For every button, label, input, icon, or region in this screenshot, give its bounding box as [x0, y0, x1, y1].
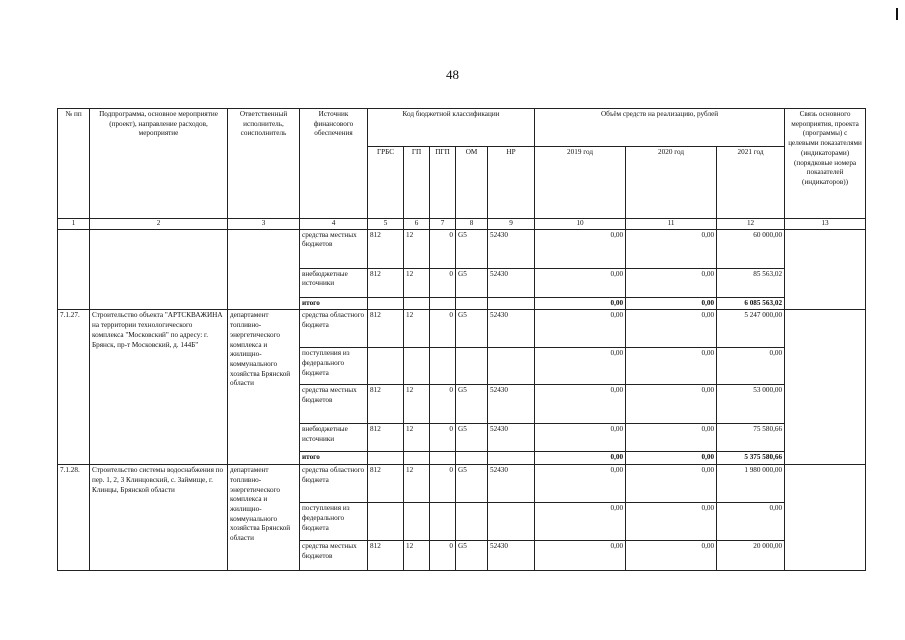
cell-link-empty [785, 229, 866, 310]
item-name: Строительство объекта "АРТСКВАЖИНА на территории технологического комплекса "Московский" по адресу: г. Брянск, пр-т Московский, д. 144Б" [90, 310, 228, 465]
cell-2019: 0,00 [535, 310, 626, 348]
cell-om: G5 [456, 385, 488, 424]
cell-2021: 5 375 580,66 [717, 452, 785, 465]
cell-grbs: 812 [368, 229, 404, 268]
col-number: 6 [404, 219, 430, 230]
cell-2021: 5 247 000,00 [717, 310, 785, 348]
header-col-source: Источник финансового обеспечения [300, 109, 368, 219]
cell-executor-empty [228, 229, 300, 310]
cell-name-empty [90, 229, 228, 310]
cell-2019: 0,00 [535, 503, 626, 541]
cell-2019: 0,00 [535, 452, 626, 465]
cell-source: средства местных бюджетов [300, 385, 368, 424]
cell-2019: 0,00 [535, 465, 626, 503]
header-col-subprogram: Подпрограмма, основное мероприятие (проект), направление расходов, мероприятие [90, 109, 228, 219]
cell-source: поступления из федерального бюджета [300, 348, 368, 385]
col-number: 1 [58, 219, 90, 230]
cell-om: G5 [456, 268, 488, 297]
cell-2021: 85 563,02 [717, 268, 785, 297]
cell-pgp: 0 [430, 385, 456, 424]
cell-grbs: 812 [368, 424, 404, 452]
header-2021: 2021 год [717, 147, 785, 219]
cell-2020: 0,00 [626, 424, 717, 452]
header-2019: 2019 год [535, 147, 626, 219]
cell-pgp: 0 [430, 229, 456, 268]
table-row [58, 465, 866, 503]
cell-source-total: итого [300, 297, 368, 310]
cell-om: G5 [456, 310, 488, 348]
cell-source: поступления из федерального бюджета [300, 503, 368, 541]
budget-table [57, 108, 866, 571]
header-om: ОМ [456, 147, 488, 219]
cell-source: средства местных бюджетов [300, 229, 368, 268]
cell-source: средства областного бюджета [300, 465, 368, 503]
cell-pgp: 0 [430, 424, 456, 452]
cell-grbs: 812 [368, 310, 404, 348]
item-number: 7.1.28. [58, 465, 90, 571]
col-number: 11 [626, 219, 717, 230]
cell-nr: 52430 [488, 465, 535, 503]
cell-2021: 75 580,66 [717, 424, 785, 452]
cell-nr: 52430 [488, 229, 535, 268]
item-name: Строительство системы водоснабжения по пер. 1, 2, 3 Клинцовский, с. Займище, г. Клинцы, Брянской области [90, 465, 228, 571]
header-col-amount: Объём средств на реализацию, рублей [535, 109, 785, 147]
cell-grbs: 812 [368, 268, 404, 297]
cell-2019: 0,00 [535, 385, 626, 424]
cell-2019: 0,00 [535, 297, 626, 310]
cell-om: G5 [456, 541, 488, 571]
page-number: 48 [446, 67, 459, 82]
cell-2021: 53 000,00 [717, 385, 785, 424]
cell-nr: 52430 [488, 268, 535, 297]
col-number: 4 [300, 219, 368, 230]
cell-2019: 0,00 [535, 348, 626, 385]
header-row-1 [58, 109, 866, 147]
cell-2021: 0,00 [717, 503, 785, 541]
col-number: 5 [368, 219, 404, 230]
cell-gp: 12 [404, 268, 430, 297]
cell-gp: 12 [404, 385, 430, 424]
cell-2021: 6 085 563,02 [717, 297, 785, 310]
cell-gp: 12 [404, 310, 430, 348]
cell-2020: 0,00 [626, 297, 717, 310]
header-pgp: ПГП [430, 147, 456, 219]
cell-om: G5 [456, 424, 488, 452]
header-col-budget-code: Код бюджетной классификации [368, 109, 535, 147]
cell-source-total: итого [300, 452, 368, 465]
cell-gp: 12 [404, 541, 430, 571]
header-col-executor: Ответственный исполнитель, соисполнитель [228, 109, 300, 219]
cell-nr: 52430 [488, 541, 535, 571]
col-number: 12 [717, 219, 785, 230]
col-number: 13 [785, 219, 866, 230]
cell-2021: 1 980 000,00 [717, 465, 785, 503]
cell-2020: 0,00 [626, 452, 717, 465]
cell-link-empty [785, 310, 866, 465]
table-row [58, 310, 866, 348]
table-row [58, 229, 866, 268]
item-number: 7.1.27. [58, 310, 90, 465]
cell-source: средства местных бюджетов [300, 541, 368, 571]
cell-2019: 0,00 [535, 268, 626, 297]
cell-pgp: 0 [430, 268, 456, 297]
cell-2020: 0,00 [626, 465, 717, 503]
cell-source: внебюджетные источники [300, 424, 368, 452]
cell-2021: 20 000,00 [717, 541, 785, 571]
cell-pgp: 0 [430, 465, 456, 503]
header-gp: ГП [404, 147, 430, 219]
cell-source: внебюджетные источники [300, 268, 368, 297]
cell-source: средства областного бюджета [300, 310, 368, 348]
item-executor: департамент топливно-энергетического комплекса и жилищно-коммунального хозяйства Брянской области [228, 310, 300, 465]
cell-nr: 52430 [488, 385, 535, 424]
col-number: 9 [488, 219, 535, 230]
cell-grbs: 812 [368, 541, 404, 571]
cell-2020: 0,00 [626, 348, 717, 385]
cell-2019: 0,00 [535, 229, 626, 268]
col-number: 3 [228, 219, 300, 230]
cell-grbs: 812 [368, 465, 404, 503]
cell-grbs: 812 [368, 385, 404, 424]
cell-2020: 0,00 [626, 268, 717, 297]
header-col-no: № пп [58, 109, 90, 219]
cell-2020: 0,00 [626, 503, 717, 541]
cell-gp: 12 [404, 465, 430, 503]
col-number: 7 [430, 219, 456, 230]
cell-2020: 0,00 [626, 385, 717, 424]
header-grbs: ГРБС [368, 147, 404, 219]
cell-2019: 0,00 [535, 424, 626, 452]
cell-2021: 0,00 [717, 348, 785, 385]
cell-2021: 60 000,00 [717, 229, 785, 268]
cell-link-empty [785, 465, 866, 571]
scan-edge-mark [896, 8, 898, 20]
cell-2020: 0,00 [626, 541, 717, 571]
cell-nr: 52430 [488, 310, 535, 348]
cell-gp: 12 [404, 424, 430, 452]
item-executor: департамент топливно-энергетического комплекса и жилищно-коммунального хозяйства Брянской области [228, 465, 300, 571]
cell-2020: 0,00 [626, 310, 717, 348]
cell-om: G5 [456, 229, 488, 268]
cell-no-empty [58, 229, 90, 310]
col-number: 8 [456, 219, 488, 230]
col-number: 2 [90, 219, 228, 230]
cell-2020: 0,00 [626, 229, 717, 268]
cell-2019: 0,00 [535, 541, 626, 571]
cell-nr: 52430 [488, 424, 535, 452]
col-number: 10 [535, 219, 626, 230]
header-col-link: Связь основного мероприятия, проекта (программы) с целевыми показателями (индикаторами) (порядковые номера показателей (индикаторов)) [785, 109, 866, 219]
cell-gp: 12 [404, 229, 430, 268]
cell-pgp: 0 [430, 541, 456, 571]
cell-om: G5 [456, 465, 488, 503]
header-2020: 2020 год [626, 147, 717, 219]
cell-pgp: 0 [430, 310, 456, 348]
header-nr: НР [488, 147, 535, 219]
column-number-row [58, 219, 866, 230]
